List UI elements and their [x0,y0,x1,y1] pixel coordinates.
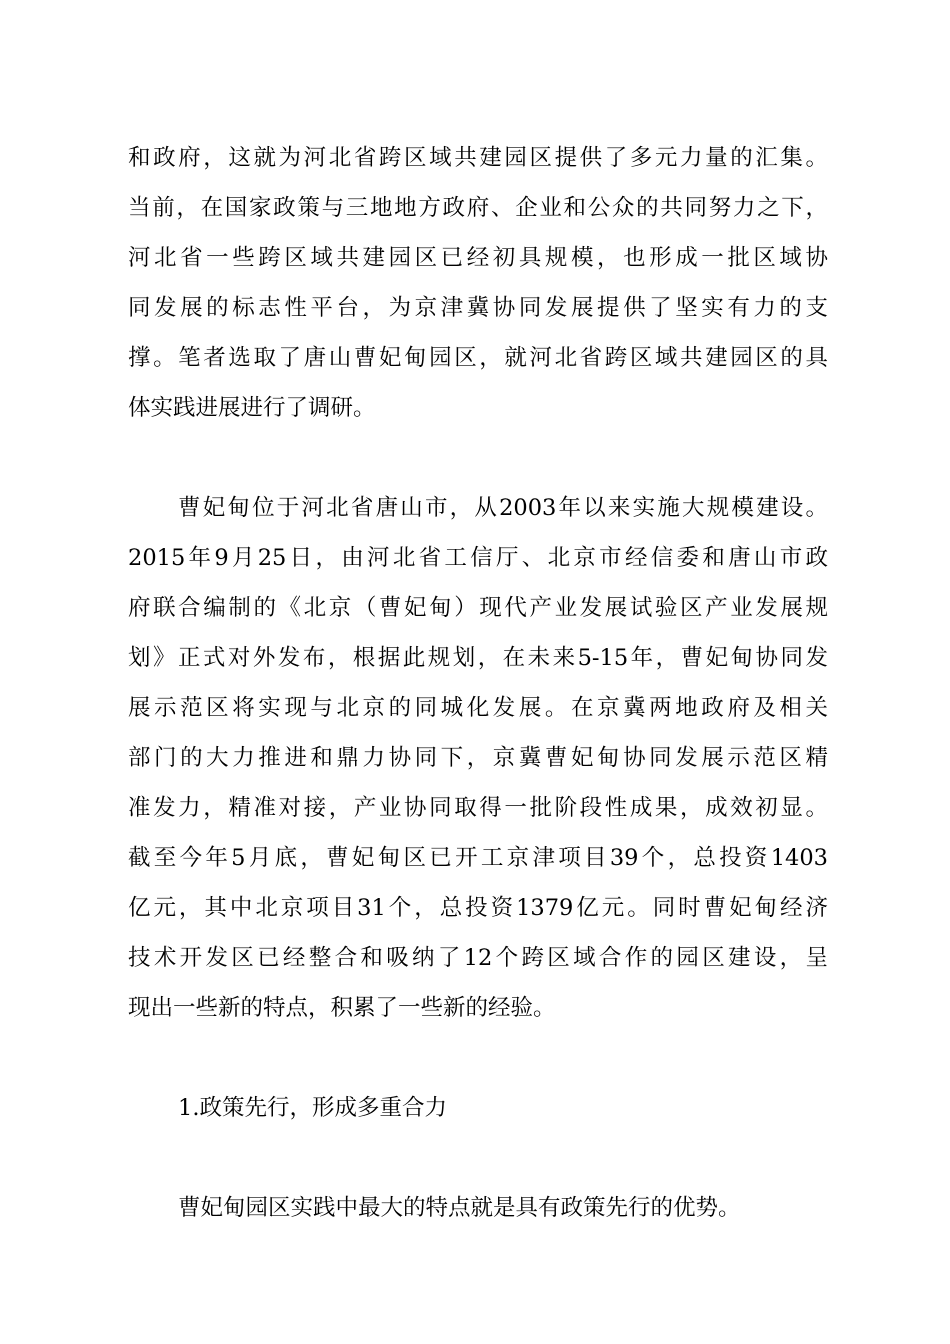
paragraph-line: 撑。笔者选取了唐山曹妃甸园区，就河北省跨区域共建园区的具 [128,345,828,371]
paragraph-line: 技术开发区已经整合和吸纳了12个跨区域合作的园区建设，呈 [128,945,828,971]
paragraph-line: 河北省一些跨区域共建园区已经初具规模，也形成一批区域协 [128,245,828,271]
paragraph-line: 现出一些新的特点，积累了一些新的经验。 [128,995,556,1021]
paragraph-line: 2015年9月25日，由河北省工信厅、北京市经信委和唐山市政 [128,545,828,571]
paragraph-line: 同发展的标志性平台，为京津冀协同发展提供了坚实有力的支 [128,295,828,321]
paragraph-line: 曹妃甸位于河北省唐山市，从2003年以来实施大规模建设。 [178,495,828,521]
paragraph-line: 当前，在国家政策与三地地方政府、企业和公众的共同努力之下， [128,195,828,221]
paragraph-line: 准发力，精准对接，产业协同取得一批阶段性成果，成效初显。 [128,795,828,821]
paragraph-line: 展示范区将实现与北京的同城化发展。在京冀两地政府及相关 [128,695,828,721]
section-heading: 1.政策先行，形成多重合力 [178,1095,447,1121]
paragraph-line: 截至今年5月底，曹妃甸区已开工京津项目39个，总投资1403 [128,845,828,871]
paragraph-line: 部门的大力推进和鼎力协同下，京冀曹妃甸协同发展示范区精 [128,745,828,771]
paragraph-line: 划》正式对外发布，根据此规划，在未来5-15年，曹妃甸协同发 [128,645,828,671]
paragraph-line: 府联合编制的《北京（曹妃甸）现代产业发展试验区产业发展规 [128,595,828,621]
paragraph-line: 体实践进展进行了调研。 [128,395,376,421]
paragraph-line: 亿元，其中北京项目31个，总投资1379亿元。同时曹妃甸经济 [128,895,828,921]
paragraph-line: 和政府，这就为河北省跨区域共建园区提供了多元力量的汇集。 [128,145,828,171]
paragraph-line: 曹妃甸园区实践中最大的特点就是具有政策先行的优势。 [178,1195,741,1221]
